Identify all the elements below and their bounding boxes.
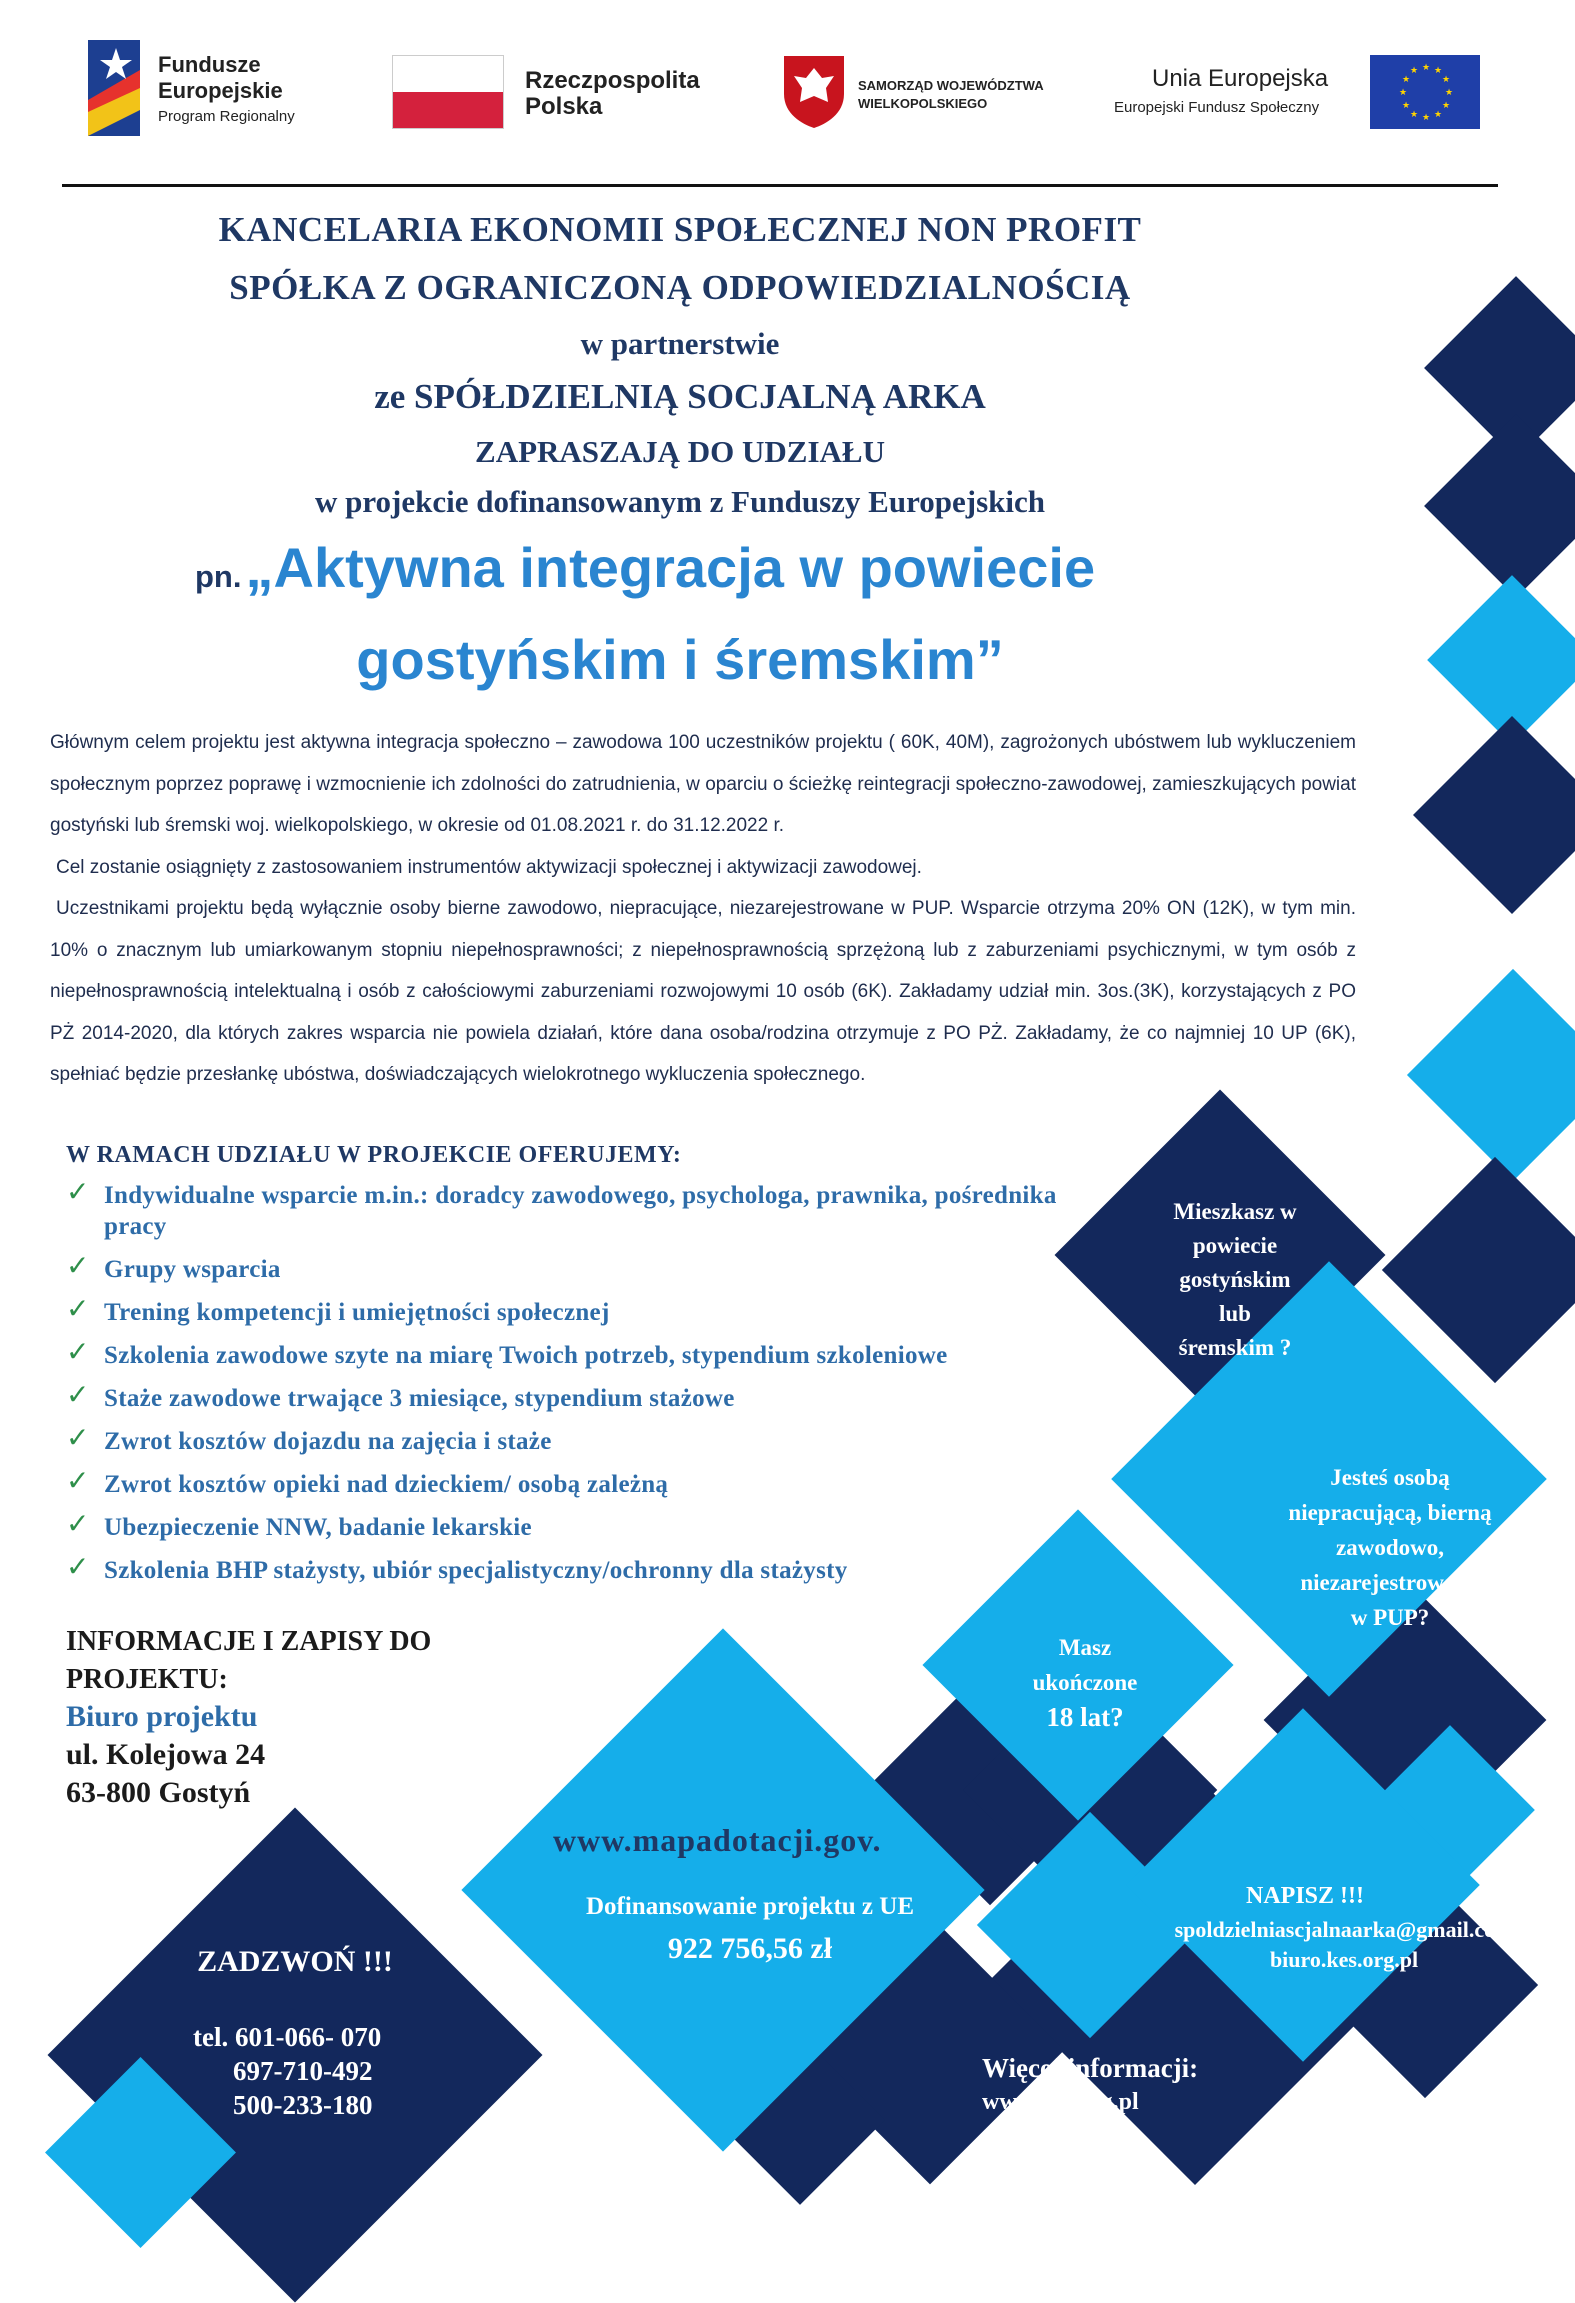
offer-item: ✓ Staże zawodowe trwające 3 miesiące, stypendium stażowe	[66, 1378, 735, 1412]
info-heading-line2: PROJEKTU:	[66, 1664, 228, 1695]
offer-item: ✓ Zwrot kosztów opieki nad dzieckiem/ osobą zależną	[66, 1464, 669, 1498]
svg-text:★: ★	[1445, 88, 1454, 98]
info-heading-line1: INFORMACJE I ZAPISY DO	[66, 1626, 432, 1657]
svg-text:★: ★	[1410, 66, 1419, 76]
project-description-body	[50, 722, 1356, 1096]
email-address[interactable]: spoldzielniascjalnaarka@gmail.com	[1174, 1917, 1514, 1942]
call-label: ZADZWOŃ !!!	[197, 1945, 393, 1978]
coat-of-arms-icon	[782, 54, 846, 130]
offer-item: ✓ Szkolenia BHP stażysty, ubiór specjalistyczny/ochronny dla stażysty	[66, 1550, 848, 1584]
svg-text:★: ★	[1422, 63, 1431, 73]
office-city: 63-800 Gostyń	[66, 1776, 251, 1809]
samorzad-logo	[782, 54, 1072, 134]
offer-list	[66, 1175, 1146, 1598]
ue-logo-line1: Unia Europejska	[1152, 65, 1329, 92]
rp-logo-line2: Polska	[525, 93, 603, 120]
write-label: NAPISZ !!!	[1246, 1883, 1364, 1909]
funding-label: Dofinansowanie projektu z UE	[585, 1893, 915, 1920]
body-paragraph-3: Uczestnikami projektu będą wyłącznie osoby bierne zawodowo, niepracujące, niezarejestrowane w PUP. Wsparcie otrzyma 20% ON (12K), w tym min. 10% o znacznym lub umiarkowanym stopniu niepełnosprawności; z niepełnosprawnością sprzężoną lub z zaburzeniami psychicznymi, w tym osób z niepełnosprawnością intelektualną i osób z całościowymi zaburzeniami rozwojowymi 10 osób (6K). Zakładamy udział min. 3os.(3K), korzystających z PO PŻ 2014-2020, dla których zakres wsparcia nie powiela działań, które dana osoba/rodzina otrzymuje z PO PŻ. Zakładamy, że co najmniej 10 UP (6K), spełniać będzie przesłankę ubóstwa, doświadczających wielokrotnego wykluczenia społecznego.	[50, 898, 1356, 1085]
invite-text: ZAPRASZAJĄ DO UDZIAŁU	[475, 434, 885, 469]
offer-item: ✓ Zwrot kosztów dojazdu na zajęcia i staże	[66, 1421, 552, 1455]
residence-question: Mieszkasz w powiecie gostyńskim lub śremskim ?	[1173, 1199, 1297, 1360]
offer-item: ✓ Ubezpieczenie NNW, badanie lekarskie	[66, 1507, 532, 1541]
check-icon: ✓	[66, 1550, 90, 1583]
partner-name: ze SPÓŁDZIELNIĄ SOCJALNĄ ARKA	[374, 377, 986, 416]
check-icon: ✓	[66, 1335, 90, 1368]
decor-diamond	[1427, 575, 1575, 745]
project-title-line2: gostyńskim i śremskim”	[356, 628, 1004, 691]
sw-logo-line1: SAMORZĄD WOJEWÓDZTWA	[858, 78, 1044, 93]
project-description: w projekcie dofinansowanym z Funduszy Europejskich	[314, 484, 1046, 519]
org-name-line1: KANCELARIA EKONOMII SPOŁECZNEJ NON PROFIT	[218, 210, 1142, 249]
svg-text:★: ★	[1410, 110, 1419, 120]
phone-numbers	[193, 2020, 381, 2122]
more-info-label: Więcej informacji:	[982, 2053, 1199, 2083]
svg-text:★: ★	[1434, 110, 1443, 120]
phone-2[interactable]: 697-710-492	[233, 2056, 373, 2086]
pn-prefix: pn.	[195, 559, 242, 594]
eu-flag-icon	[1370, 55, 1480, 129]
more-info-url[interactable]: www.kes.org.pl	[982, 2089, 1139, 2115]
rp-logo-line1: Rzeczpospolita	[525, 67, 700, 94]
header-divider	[62, 184, 1498, 187]
partnership-text: w partnerstwie	[580, 326, 780, 361]
polish-flag-icon	[392, 55, 504, 129]
email-site[interactable]: biuro.kes.org.pl	[1269, 1947, 1419, 1972]
title-line1: „Aktywna integracja w powiecie	[245, 536, 1096, 599]
decor-diamond	[1413, 716, 1575, 914]
mapadotacji-link[interactable]: www.mapadotacji.gov.	[553, 1822, 882, 1858]
svg-text:★: ★	[1442, 101, 1451, 111]
check-icon: ✓	[66, 1378, 90, 1411]
fe-logo-line2: Europejskie	[158, 78, 283, 103]
office-label: Biuro projektu	[66, 1700, 258, 1733]
svg-text:★: ★	[1422, 113, 1431, 123]
offer-item: ✓ Indywidualne wsparcie m.in.: doradcy zawodowego, psychologa, prawnika, pośrednika pracy	[66, 1175, 1057, 1240]
svg-text:★: ★	[1402, 101, 1411, 111]
offer-item: ✓ Grupy wsparcia	[66, 1249, 281, 1283]
rzeczpospolita-logo	[392, 55, 732, 135]
fe-emblem-icon	[88, 40, 140, 136]
offer-item: ✓ Szkolenia zawodowe szyte na miarę Twoich potrzeb, stypendium szkoleniowe	[66, 1335, 948, 1369]
office-street: ul. Kolejowa 24	[66, 1738, 266, 1771]
org-name-line2: SPÓŁKA Z OGRANICZONĄ ODPOWIEDZIALNOŚCIĄ	[229, 268, 1131, 307]
decor-diamond	[1424, 414, 1575, 598]
svg-text:★: ★	[1402, 75, 1411, 85]
check-icon: ✓	[66, 1249, 90, 1282]
fundusze-europejskie-logo	[88, 40, 328, 140]
check-icon: ✓	[66, 1464, 90, 1497]
offer-item: ✓ Trening kompetencji i umiejętności społecznej	[66, 1292, 610, 1326]
project-title-line1	[195, 535, 1195, 600]
svg-text:★: ★	[1442, 75, 1451, 85]
ue-logo-line2: Europejski Fundusz Społeczny	[1114, 99, 1320, 116]
unia-europejska-logo	[1110, 55, 1480, 135]
age-question: Masz ukończone 18 lat?	[1032, 1635, 1138, 1732]
decor-diamond	[1407, 969, 1575, 1181]
fe-logo-line1: Fundusze	[158, 52, 261, 77]
check-icon: ✓	[66, 1421, 90, 1454]
body-paragraph-2: Cel zostanie osiągnięty z zastosowaniem instrumentów aktywizacji społecznej i aktywizacji zawodowej.	[56, 856, 922, 878]
body-paragraph-1: Głównym celem projektu jest aktywna integracja społeczno – zawodowa 100 uczestników projektu ( 60K, 40M), zagrożonych ubóstwem lub wykluczeniem społecznym poprzez poprawę i wzmocnienie ich zdolności do zatrudnienia, w oparciu o ścieżkę reintegracji społeczno-zawodowej, zamieszkujących powiat gostyński lub śremski woj. wielkopolskiego, w okresie od 01.08.2021 r. do 31.12.2022 r.	[50, 732, 1356, 836]
sw-logo-line2: WIELKOPOLSKIEGO	[858, 96, 988, 111]
phone-3[interactable]: 500-233-180	[233, 2090, 373, 2120]
check-icon: ✓	[66, 1292, 90, 1325]
check-icon: ✓	[66, 1175, 90, 1208]
funding-amount: 922 756,56 zł	[667, 1932, 833, 1965]
offer-heading: W RAMACH UDZIAŁU W PROJEKCIE OFERUJEMY:	[66, 1142, 682, 1168]
fe-logo-line3: Program Regionalny	[158, 108, 295, 125]
check-icon: ✓	[66, 1507, 90, 1540]
phone-1[interactable]: tel. 601-066- 070	[193, 2022, 382, 2052]
employment-question: Jesteś osobą niepracującą, bierną zawodowo, niezarejestrowaną w PUP?	[1288, 1465, 1492, 1630]
svg-text:★: ★	[1434, 66, 1443, 76]
svg-text:★: ★	[1399, 88, 1408, 98]
